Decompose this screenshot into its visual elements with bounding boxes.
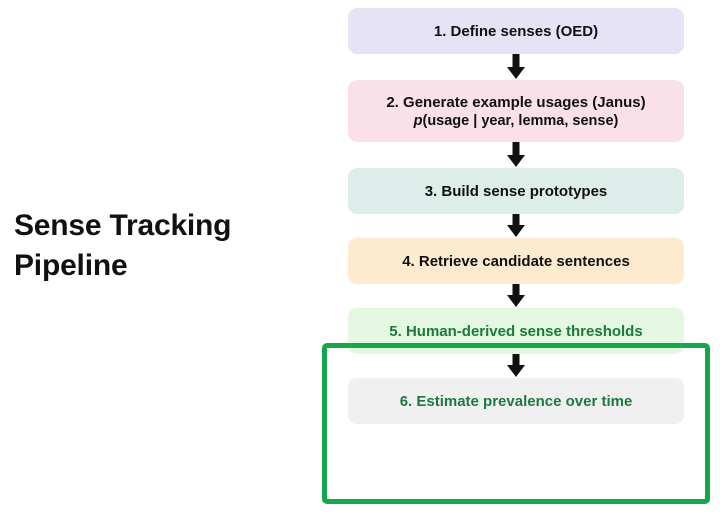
flow-step-6-label: 6. Estimate prevalence over time [399,392,633,410]
flow-step-1-label: 1. Define senses (OED) [433,22,599,40]
flow-step-4-label: 4. Retrieve candidate sentences [402,252,630,270]
flow-arrow-2 [348,142,684,168]
flow-step-4[interactable] [348,238,684,284]
flow-step-2-sublabel-rest: (usage | year, lemma, sense) [422,112,619,129]
flow-step-2-sublabel-prefix: p [413,112,423,129]
flow-arrow-3 [348,214,684,238]
flow-step-3[interactable] [348,168,684,214]
pipeline-flow [348,8,686,424]
flow-step-2-label: 2. Generate example usages (Janus) [386,93,646,111]
flow-step-2-sublabel [414,113,619,129]
flow-arrow-1 [348,54,684,80]
page-title-line-1: Sense Tracking [14,209,232,242]
flow-step-5-label: 5. Human-derived sense thresholds [389,322,643,340]
page-title-line-2: Pipeline [14,248,128,282]
flow-step-6[interactable] [348,378,684,424]
page-title [14,206,314,285]
flow-arrow-4 [348,284,684,308]
flow-step-2[interactable] [348,80,684,142]
flow-step-3-label: 3. Build sense prototypes [424,182,608,200]
flow-step-1[interactable] [348,8,684,54]
flow-step-5[interactable] [348,308,684,354]
flow-arrow-5 [348,354,684,378]
